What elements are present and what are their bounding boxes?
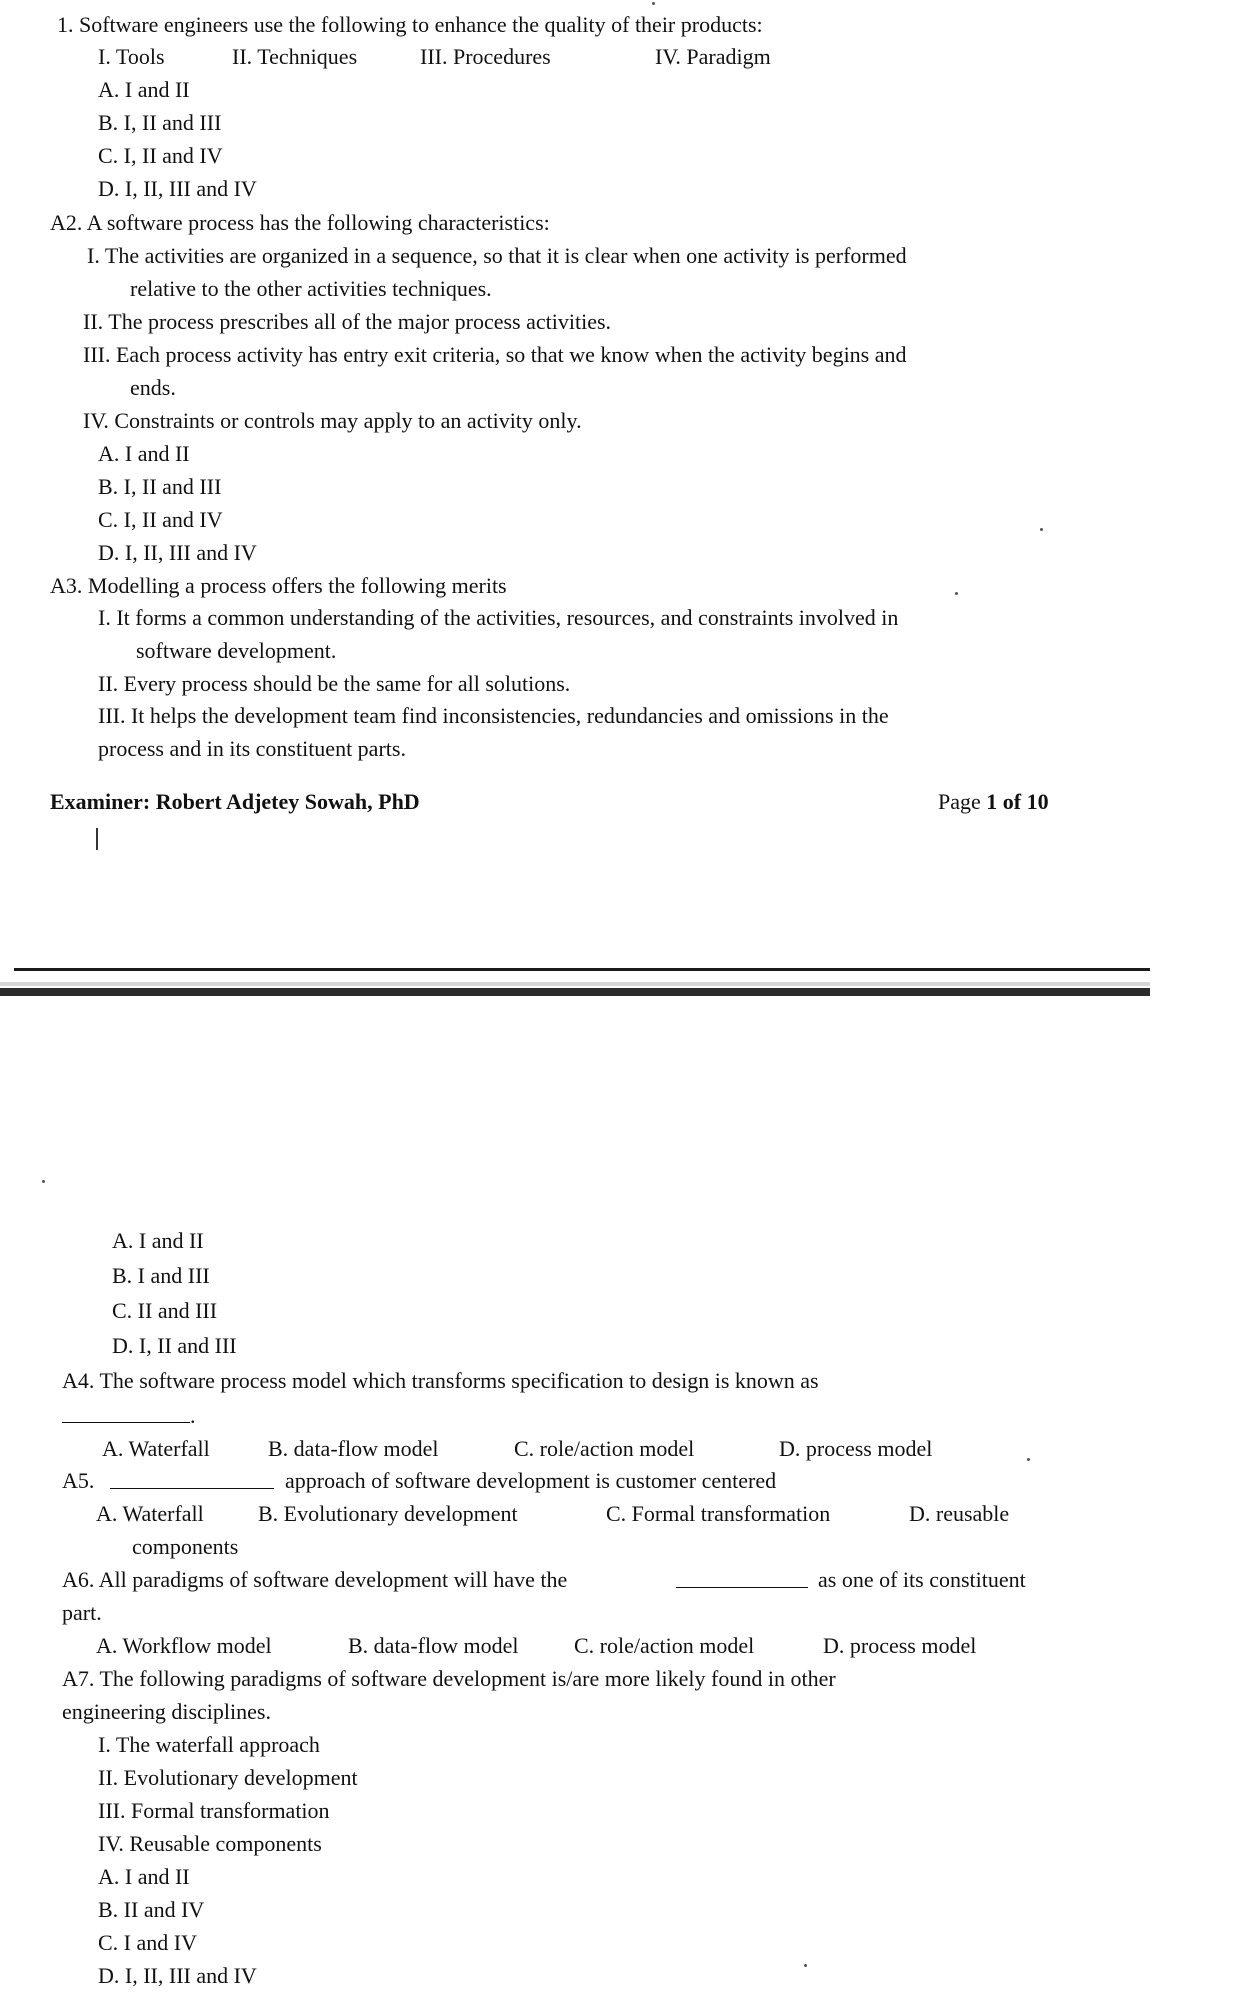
a2-option-a: A. I and II: [98, 441, 190, 466]
a7-item-2: II. Evolutionary development: [98, 1765, 358, 1790]
scan-speck: [1040, 528, 1043, 531]
a7-item-4: IV. Reusable components: [98, 1831, 322, 1856]
a5-stem: approach of software development is customer centered: [285, 1468, 777, 1493]
scan-speck: [42, 1180, 45, 1183]
q1-option-c: C. I, II and IV: [98, 143, 223, 168]
q1-stem: 1. Software engineers use the following to enhance the quality of their products:: [57, 12, 763, 37]
a4-option-b: B. data-flow model: [268, 1436, 439, 1461]
a6-blank: [676, 1567, 808, 1588]
a4-stem: A4. The software process model which transforms specification to design is known as: [62, 1368, 819, 1393]
page-label: Page: [938, 789, 987, 814]
a2-statement-1-cont: relative to the other activities techniques.: [130, 276, 492, 301]
q1-item-procedures: III. Procedures: [420, 44, 551, 69]
a5-blank-wrap: [110, 1468, 274, 1495]
page-number: 1 of 10: [986, 789, 1049, 814]
a7-option-c: C. I and IV: [98, 1930, 197, 1955]
q1-option-a: A. I and II: [98, 77, 190, 102]
scan-speck: [955, 592, 958, 595]
a6-stem-cont: part.: [62, 1600, 102, 1625]
page-divider: [14, 968, 1150, 971]
examiner-name: Examiner: Robert Adjetey Sowah, PhD: [50, 789, 420, 814]
a4-option-a: A. Waterfall: [102, 1436, 210, 1461]
scan-speck: [652, 2, 655, 5]
page-divider-thick: [0, 988, 1150, 996]
a7-option-d: D. I, II, III and IV: [98, 1963, 257, 1988]
a5-blank: [110, 1468, 274, 1489]
a6-blank-wrap: [676, 1567, 808, 1594]
page-divider-shadow: [0, 982, 1150, 986]
a6-option-c: C. role/action model: [574, 1633, 755, 1658]
a6-option-a: A. Workflow model: [96, 1633, 272, 1658]
a2-stem: A2. A software process has the following characteristics:: [50, 210, 550, 235]
a3-stem: A3. Modelling a process offers the following merits: [50, 573, 507, 598]
a2-option-d: D. I, II, III and IV: [98, 540, 257, 565]
a4-blank-period: .: [190, 1403, 196, 1428]
a3-option-c: C. II and III: [112, 1298, 218, 1323]
a5-number: A5.: [62, 1468, 95, 1493]
pen-mark: [96, 828, 98, 850]
a3-statement-2: II. Every process should be the same for all solutions.: [98, 671, 571, 696]
a4-answer-line: [62, 1402, 196, 1429]
a2-option-c: C. I, II and IV: [98, 507, 223, 532]
a3-option-b: B. I and III: [112, 1263, 210, 1288]
a5-option-d-cont: components: [132, 1534, 239, 1559]
page-indicator: [938, 789, 1049, 815]
a2-statement-2: II. The process prescribes all of the major process activities.: [83, 309, 612, 334]
a7-stem: A7. The following paradigms of software development is/are more likely found in other: [62, 1666, 836, 1691]
a6-stem-tail: as one of its constituent: [818, 1567, 1026, 1592]
a6-option-b: B. data-flow model: [348, 1633, 519, 1658]
a2-option-b: B. I, II and III: [98, 474, 222, 499]
a3-statement-1: I. It forms a common understanding of the activities, resources, and constraints involved in: [98, 605, 899, 630]
scan-speck: [804, 1964, 807, 1967]
a5-option-d: D. reusable: [909, 1501, 1010, 1526]
a4-option-d: D. process model: [779, 1436, 933, 1461]
a6-stem: A6. All paradigms of software development will have the: [62, 1567, 568, 1592]
q1-option-d: D. I, II, III and IV: [98, 176, 257, 201]
a3-option-d: D. I, II and III: [112, 1333, 237, 1358]
q1-option-b: B. I, II and III: [98, 110, 222, 135]
a6-option-d: D. process model: [823, 1633, 977, 1658]
a7-item-1: I. The waterfall approach: [98, 1732, 320, 1757]
a5-option-a: A. Waterfall: [96, 1501, 204, 1526]
a4-option-c: C. role/action model: [514, 1436, 695, 1461]
a4-blank: [62, 1402, 190, 1423]
a7-item-3: III. Formal transformation: [98, 1798, 330, 1823]
q1-item-techniques: II. Techniques: [232, 44, 358, 69]
a3-statement-3-cont: process and in its constituent parts.: [98, 736, 406, 761]
a2-statement-4: IV. Constraints or controls may apply to an activity only.: [83, 408, 582, 433]
a5-option-b: B. Evolutionary development: [258, 1501, 518, 1526]
scan-speck: [1027, 1458, 1030, 1461]
a7-option-b: B. II and IV: [98, 1897, 205, 1922]
a2-statement-3: III. Each process activity has entry exit criteria, so that we know when the activity begins and: [83, 342, 907, 367]
q1-item-tools: I. Tools: [98, 44, 165, 69]
a3-statement-3: III. It helps the development team find inconsistencies, redundancies and omissions in the: [98, 703, 889, 728]
a3-statement-1-cont: software development.: [136, 638, 337, 663]
a3-option-a: A. I and II: [112, 1228, 204, 1253]
a2-statement-1: I. The activities are organized in a sequence, so that it is clear when one activity is performed: [87, 243, 907, 268]
a2-statement-3-cont: ends.: [130, 375, 176, 400]
a7-stem-cont: engineering disciplines.: [62, 1699, 271, 1724]
q1-item-paradigm: IV. Paradigm: [655, 44, 771, 69]
a7-option-a: A. I and II: [98, 1864, 190, 1889]
a5-option-c: C. Formal transformation: [606, 1501, 831, 1526]
